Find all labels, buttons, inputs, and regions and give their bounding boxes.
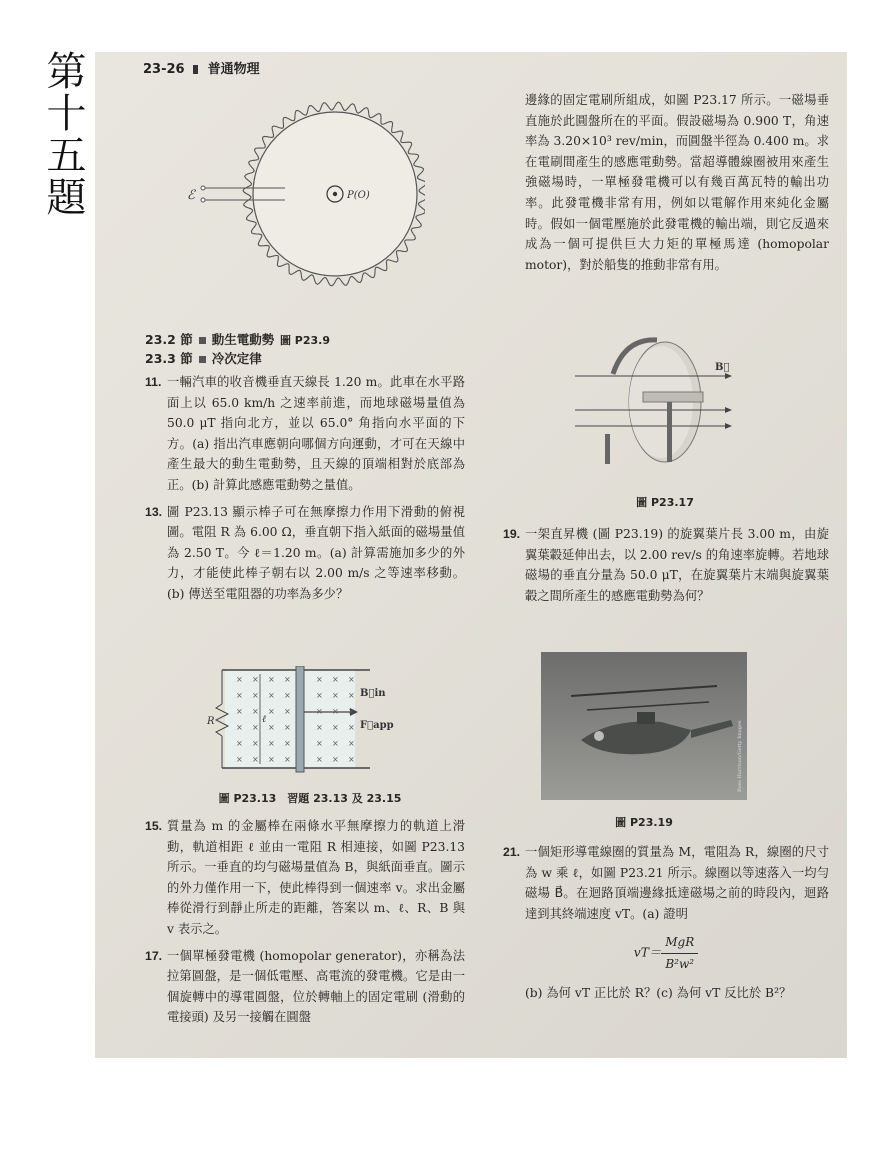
field-x-mark: ×	[284, 675, 291, 684]
center-label: P(O)	[347, 190, 370, 201]
field-x-mark: ×	[252, 723, 259, 732]
section-heading-23-2: 23.2 節 動生電動勢	[145, 332, 275, 347]
page-number: 23-26	[143, 62, 185, 77]
field-x-mark: ×	[316, 707, 323, 716]
field-x-mark: ×	[284, 739, 291, 748]
field-x-mark: ×	[252, 739, 259, 748]
field-x-mark: ×	[332, 675, 339, 684]
field-x-mark: ×	[236, 707, 243, 716]
emf-label: ℰ	[187, 188, 195, 203]
field-x-mark: ×	[316, 723, 323, 732]
field-x-mark: ×	[284, 707, 291, 716]
page-header	[143, 58, 260, 77]
field-x-mark: ×	[252, 691, 259, 700]
figure-caption-p23-17: 圖 P23.17	[636, 496, 694, 509]
field-x-mark: ×	[316, 739, 323, 748]
field-x-mark: ×	[348, 723, 355, 732]
field-x-mark: ×	[316, 691, 323, 700]
figure-p23-13	[200, 666, 420, 806]
svg-text:R: R	[207, 716, 215, 727]
sliding-bar-diagram	[200, 666, 420, 776]
figure-caption-p23-9: 圖 P23.9	[279, 334, 331, 347]
section-heading-23-3: 23.3 節 冷次定律	[145, 351, 262, 366]
terminal-velocity-formula: vT＝ $\frac{\text{MgR}}{\text{B²w²}}$	[503, 932, 829, 974]
right-column-mid	[503, 524, 829, 612]
field-x-mark: ×	[316, 675, 323, 684]
svg-text:B⃗in: B⃗in	[360, 688, 386, 699]
field-x-mark: ×	[268, 755, 275, 764]
figure-p23-9	[185, 92, 425, 357]
right-column-lower	[503, 842, 829, 1003]
field-x-mark: ×	[348, 675, 355, 684]
left-column-lower	[145, 816, 465, 1034]
figure-p23-19	[541, 652, 747, 832]
left-column	[145, 330, 465, 611]
field-x-mark: ×	[252, 675, 259, 684]
margin-note: 第十五題	[40, 50, 86, 218]
field-x-mark: ×	[268, 723, 275, 732]
field-x-mark: ×	[268, 739, 275, 748]
field-x-mark: ×	[268, 675, 275, 684]
helicopter-photo	[541, 652, 747, 800]
field-x-mark: ×	[268, 691, 275, 700]
question-11: 11. 一輛汽車的收音機垂直天線長 1.20 m。此車在水平路面上以 65.0 km/h 之速率前進，而地球磁場量值為 50.0 μT 指向北方，並以 65.0° 角指向水平面的下方。(a) 指出汽車應朝向哪個方向運動，才可在天線中產生最大的動生電動勢，且天線的頂端相對於底部為正。(b) 計算此感應電動勢之量值。	[145, 375, 465, 492]
field-x-mark: ×	[236, 691, 243, 700]
question-17: 17. 一個單極發電機 (homopolar generator)，亦稱為法拉第圓盤，是一個低電壓、高電流的發電機。它是由一個旋轉中的導電圓盤，位於轉軸上的固定電刷 (滑動的電接頭) 及另一接觸在圓盤	[145, 948, 465, 1025]
header-separator	[193, 65, 198, 74]
field-x-mark: ×	[236, 755, 243, 764]
question-15: 15. 質量為 m 的金屬棒在兩條水平無摩擦力的軌道上滑動，軌道相距 ℓ 並由一電阻 R 相連接，如圖 P23.13 所示。一垂直的均勻磁場量值為 B，與紙面垂直。圖示的外力僅作用一下，使此棒得到一個速率 v。求出金屬棒從滑行到靜止所走的距離，答案以 m、ℓ、R、B 與 v 表示之。	[145, 819, 465, 936]
question-19: 19. 一架直昇機 (圖 P23.19) 的旋翼葉片長 3.00 m，由旋翼葉轂延伸出去，以 2.00 rev/s 的角速率旋轉。若地球磁場的垂直分量為 50.0 μT，在旋翼葉片末端與旋翼葉轂之間所產生的感應電動勢為何？	[503, 527, 829, 603]
question-13: 13. 圖 P23.13 顯示棒子可在無摩擦力作用下滑動的俯視圖。電阻 R 為 6.00 Ω，垂直朝下指入紙面的磁場量值為 2.50 T。今 ℓ＝1.20 m。(a) 計算需施加多少的外力，才能使此棒子朝右以 2.00 m/s 之等速率移動。(b) 傳送至電阻器的功率為多少？	[145, 504, 465, 601]
field-x-mark: ×	[236, 723, 243, 732]
field-x-mark: ×	[332, 755, 339, 764]
question-21: 21. 一個矩形導電線圈的質量為 M，電阻為 R，線圈的尺寸為 w 乘 ℓ，如圖 P23.21 所示。線圈以等速落入一均勻磁場 B⃗。在迴路頂端邊緣抵達磁場之前的時段內，迴路達到其終端速度 vT。(a) 證明	[503, 845, 829, 921]
figure-caption-p23-13: 圖 P23.13 習題 23.13 及 23.15	[218, 792, 402, 805]
field-x-mark: ×	[268, 707, 275, 716]
svg-text:ℓ: ℓ	[262, 714, 267, 725]
field-x-mark: ×	[332, 691, 339, 700]
field-x-mark: ×	[332, 723, 339, 732]
field-x-mark: ×	[316, 755, 323, 764]
field-x-mark: ×	[348, 755, 355, 764]
field-x-mark: ×	[284, 691, 291, 700]
svg-text:B⃗: B⃗	[715, 362, 730, 373]
field-x-mark: ×	[236, 739, 243, 748]
homopolar-generator-diagram	[565, 334, 765, 484]
field-x-mark: ×	[252, 755, 259, 764]
svg-text:Ross Harrison/Getty Images: Ross Harrison/Getty Images	[737, 720, 743, 792]
field-x-mark: ×	[252, 707, 259, 716]
right-column	[503, 90, 829, 281]
question-17-continued: 邊緣的固定電刷所組成，如圖 P23.17 所示。一磁場垂直施於此圓盤所在的平面。假設磁場為 0.900 T，角速率為 3.20×10³ rev/min，而圓盤半徑為 0.400 m。求在電刷間產生的感應電動勢。當超導體線圈被用來產生強磁場時，一單極發電機可以有幾百萬瓦特的輸出功率。此發電機非常有用，例如以電解作用來純化金屬時。假如一個電壓施於此發電機的輸出端，則它反過來成為一個可提供巨大力矩的單極馬達 (homopolar motor)，對於船隻的推動非常有用。	[525, 93, 829, 272]
figure-p23-17	[565, 334, 765, 514]
question-21-part-bc: (b) 為何 vT 正比於 R？(c) 為何 vT 反比於 B²？	[525, 985, 792, 1000]
textbook-page	[95, 52, 847, 1058]
wavy-loop-diagram	[185, 92, 425, 322]
field-x-mark: ×	[332, 707, 339, 716]
field-x-mark: ×	[348, 707, 355, 716]
field-x-mark: ×	[348, 691, 355, 700]
field-x-mark: ×	[332, 739, 339, 748]
field-x-mark: ×	[348, 739, 355, 748]
field-x-mark: ×	[236, 675, 243, 684]
field-x-mark: ×	[284, 723, 291, 732]
svg-text:F⃗app: F⃗app	[360, 720, 394, 731]
figure-caption-p23-19: 圖 P23.19	[615, 816, 673, 829]
field-x-mark: ×	[284, 755, 291, 764]
book-title: 普通物理	[207, 62, 260, 77]
